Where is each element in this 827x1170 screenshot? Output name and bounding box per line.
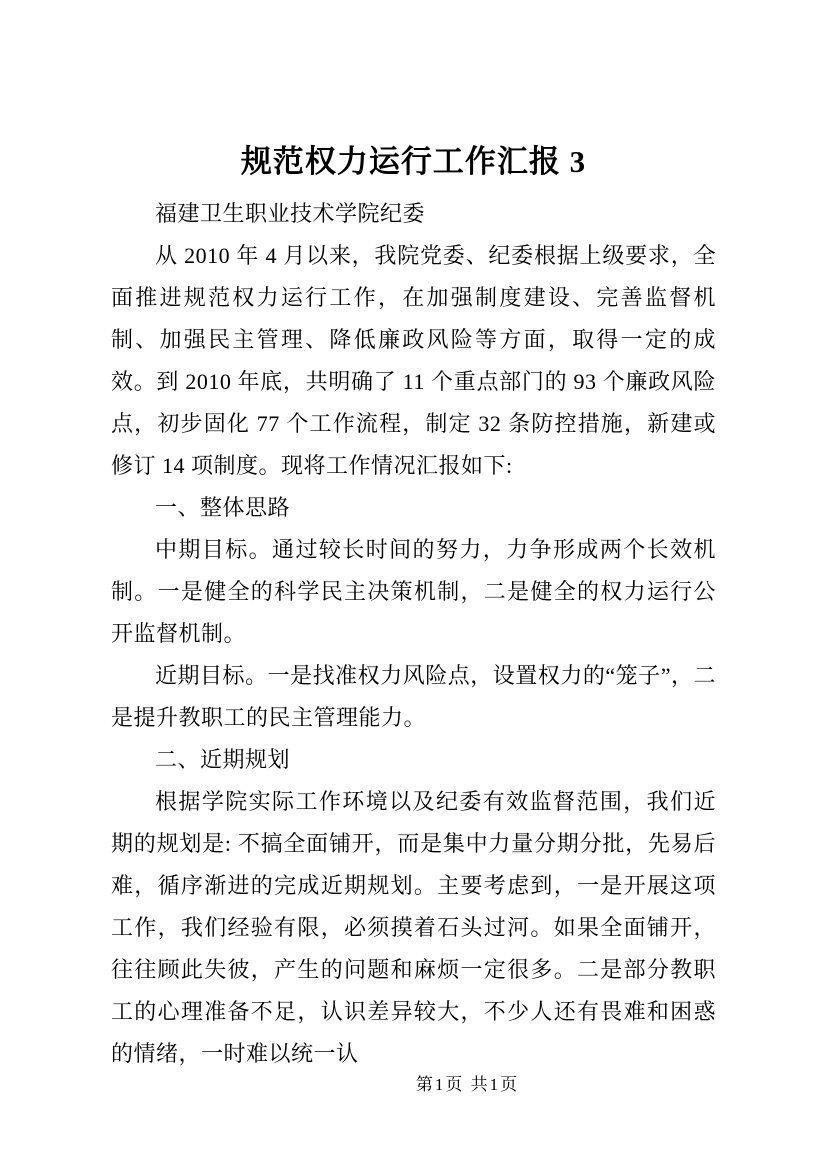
- page-indicator: 第1页 共1页: [415, 1075, 520, 1094]
- section-heading: 二、近期规划: [155, 747, 291, 772]
- paragraph: 从 2010 年 4 月以来，我院党委、纪委根据上级要求，全面推进规范权力运行工作，在加强制度建设、完善监督机制、加强民主管理、降低廉政风险等方面，取得一定的成效。到 2010 年底，共明确了 11 个重点部门的 93 个廉政风险点，初步固化 77 个工作流程，制定 32 条防控措施，新建或修订 14 项制度。现将工作情况汇报如下:: [111, 243, 716, 478]
- section-heading: 一、整体思路: [155, 495, 291, 520]
- paragraph: 中期目标。通过较长时间的努力，力争形成两个长效机制。一是健全的科学民主决策机制，二是健全的权力运行公开监督机制。: [111, 537, 716, 646]
- document-title: 规范权力运行工作汇报 3: [240, 144, 587, 179]
- document-body: [111, 193, 716, 1075]
- page-footer: [0, 1070, 827, 1095]
- byline: 福建卫生职业技术学院纪委: [155, 201, 426, 226]
- paragraph: 根据学院实际工作环境以及纪委有效监督范围，我们近期的规划是: 不搞全面铺开，而是集中力量分期分批，先易后难，循序渐进的完成近期规划。主要考虑到，一是开展这项工作，我们经验有限，必须摸着石头过河。如果全面铺开，往往顾此失彼，产生的问题和麻烦一定很多。二是部分教职工的心理准备不足，认识差异较大，不少人还有畏难和困惑的情绪，一时难以统一认: [111, 789, 716, 1066]
- paragraph: 近期目标。一是找准权力风险点，设置权力的“笼子”，二是提升教职工的民主管理能力。: [111, 663, 716, 730]
